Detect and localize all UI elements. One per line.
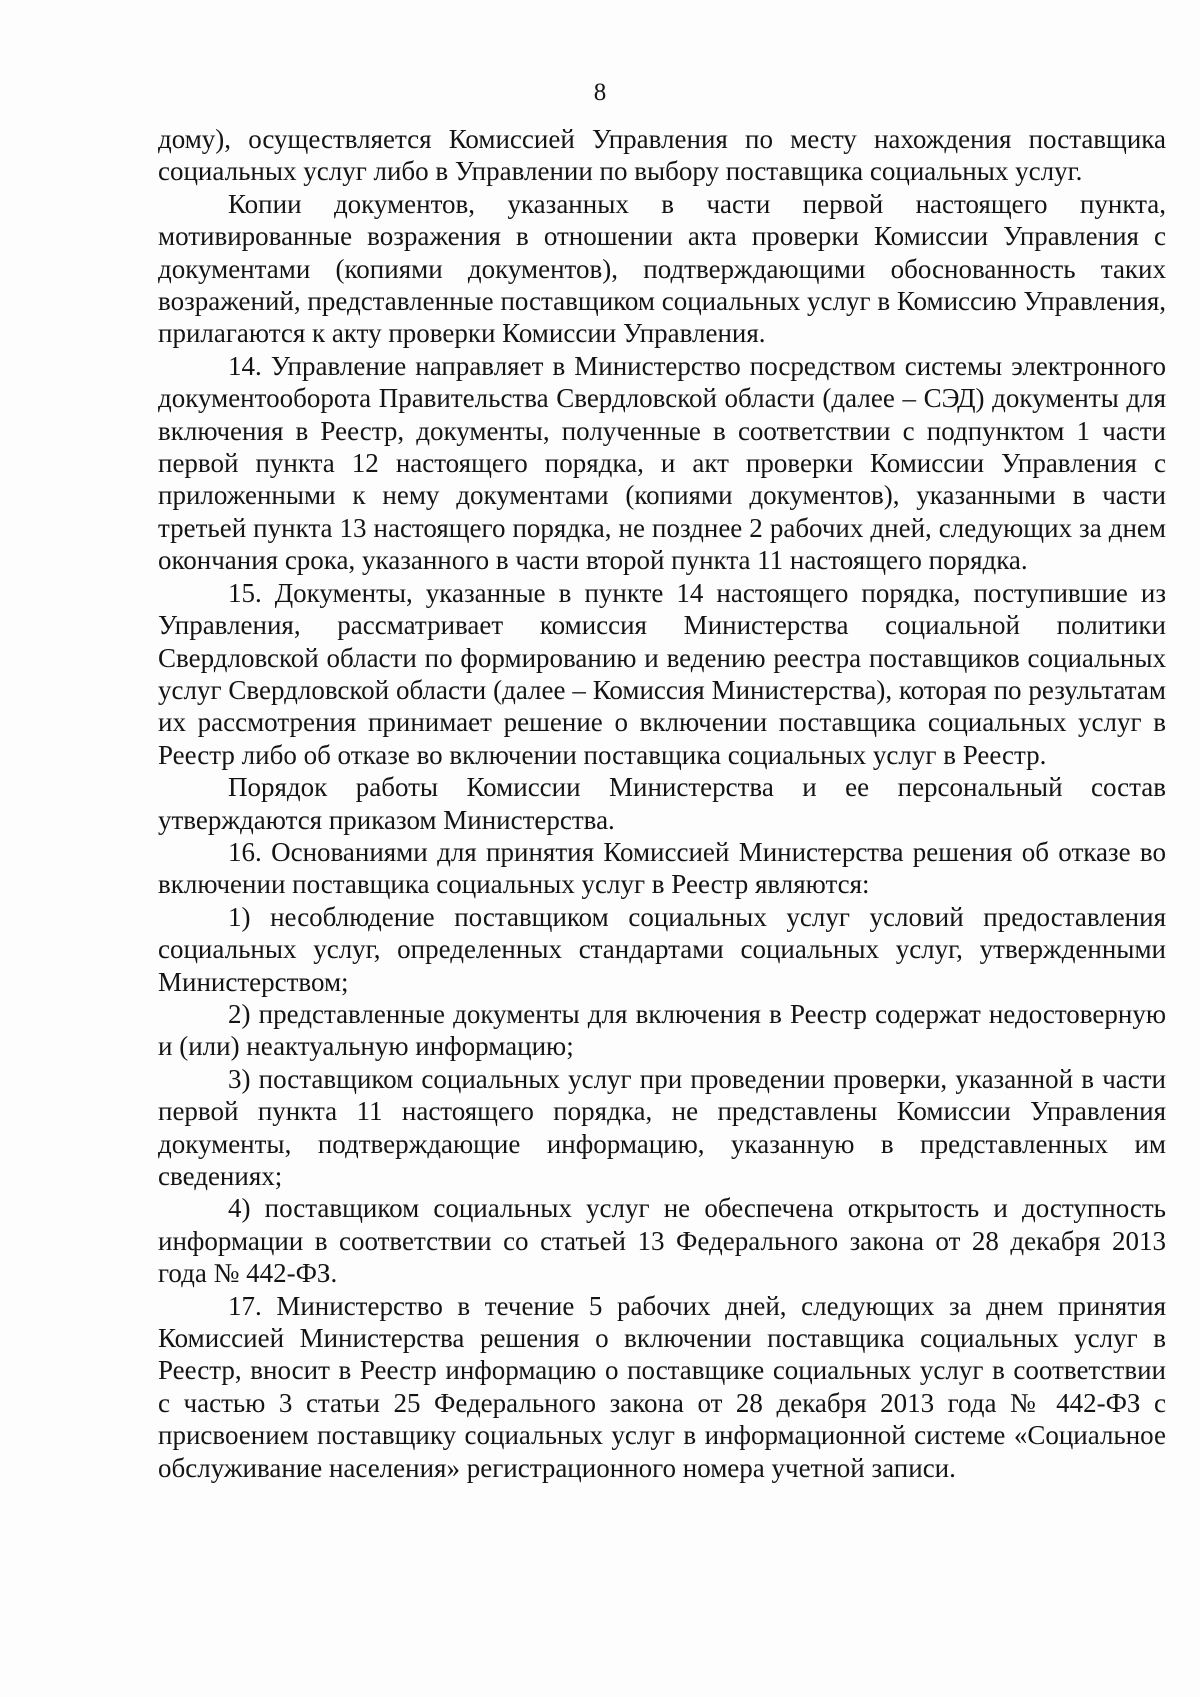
paragraph-copies-of-documents: Копии документов, указанных в части первой настоящего пункта, мотивированные возражения в отношении акта проверки Комиссии Управления с документами (копиями документов), подтверждающими обоснованность таких возражений, представленные поставщиком социальных услуг в Комиссию Управления, прилагаются к акту проверки Комиссии Управления.: [158, 188, 1166, 349]
paragraph-item-16-sub-3: 3) поставщиком социальных услуг при проведении проверки, указанной в части первой пункта 11 настоящего порядка, не представлены Комиссии Управления документы, подтверждающие информацию, указанную в представленных им сведениях;: [158, 1063, 1166, 1191]
paragraph-commission-procedure: Порядок работы Комиссии Министерства и ее персональный состав утверждаются приказом Министерства.: [158, 772, 1166, 835]
paragraph-item-17: 17. Министерство в течение 5 рабочих дней, следующих за днем принятия Комиссией Министерства решения о включении поставщика социальных услуг в Реестр, вносит в Реестр информацию о поставщике социальных услуг в соответствии с частью 3 статьи 25 Федерального закона от 28 декабря 2013 года № 442-ФЗ с присвоением поставщику социальных услуг в информационной системе «Социальное обслуживание населения» регистрационного номера учетной записи.: [158, 1290, 1166, 1483]
paragraph-item-16-sub-4: 4) поставщиком социальных услуг не обеспечена открытость и доступность информации в соответствии со статьей 13 Федерального закона от 28 декабря 2013 года № 442-ФЗ.: [158, 1193, 1166, 1289]
paragraph-item-16-sub-2: 2) представленные документы для включения в Реестр содержат недостоверную и (или) неактуальную информацию;: [158, 998, 1166, 1062]
paragraph-item-16: 16. Основаниями для принятия Комиссией Министерства решения об отказе во включении поставщика социальных услуг в Реестр являются:: [158, 836, 1166, 900]
paragraph-item-14: 14. Управление направляет в Министерство посредством системы электронного документооборота Правительства Свердловской области (далее – СЭД) документы для включения в Реестр, документы, полученные в соответствии с подпунктом 1 части первой пункта 12 настоящего порядка, и акт проверки Комиссии Управления с приложенными к нему документами (копиями документов), указанными в части третьей пункта 13 настоящего порядка, не позднее 2 рабочих дней, следующих за днем окончания срока, указанного в части второй пункта 11 настоящего порядка.: [158, 350, 1166, 576]
paragraph-item-15: 15. Документы, указанные в пункте 14 настоящего порядка, поступившие из Управления, рассматривает комиссия Министерства социальной политики Свердловской области по формированию и ведению реестра поставщиков социальных услуг Свердловской области (далее – Комиссия Министерства), которая по результатам их рассмотрения принимает решение о включении поставщика социальных услуг в Реестр либо об отказе во включении поставщика социальных услуг в Реестр.: [158, 577, 1166, 770]
paragraph-continuation: дому), осуществляется Комиссией Управления по месту нахождения поставщика социальных услуг либо в Управлении по выбору поставщика социальных услуг.: [158, 124, 1166, 187]
paragraph-item-16-sub-1: 1) несоблюдение поставщиком социальных услуг условий предоставления социальных услуг, определенных стандартами социальных услуг, утвержденными Министерством;: [158, 901, 1166, 997]
page-number: 8: [593, 79, 607, 106]
document-body: [158, 123, 1166, 1484]
